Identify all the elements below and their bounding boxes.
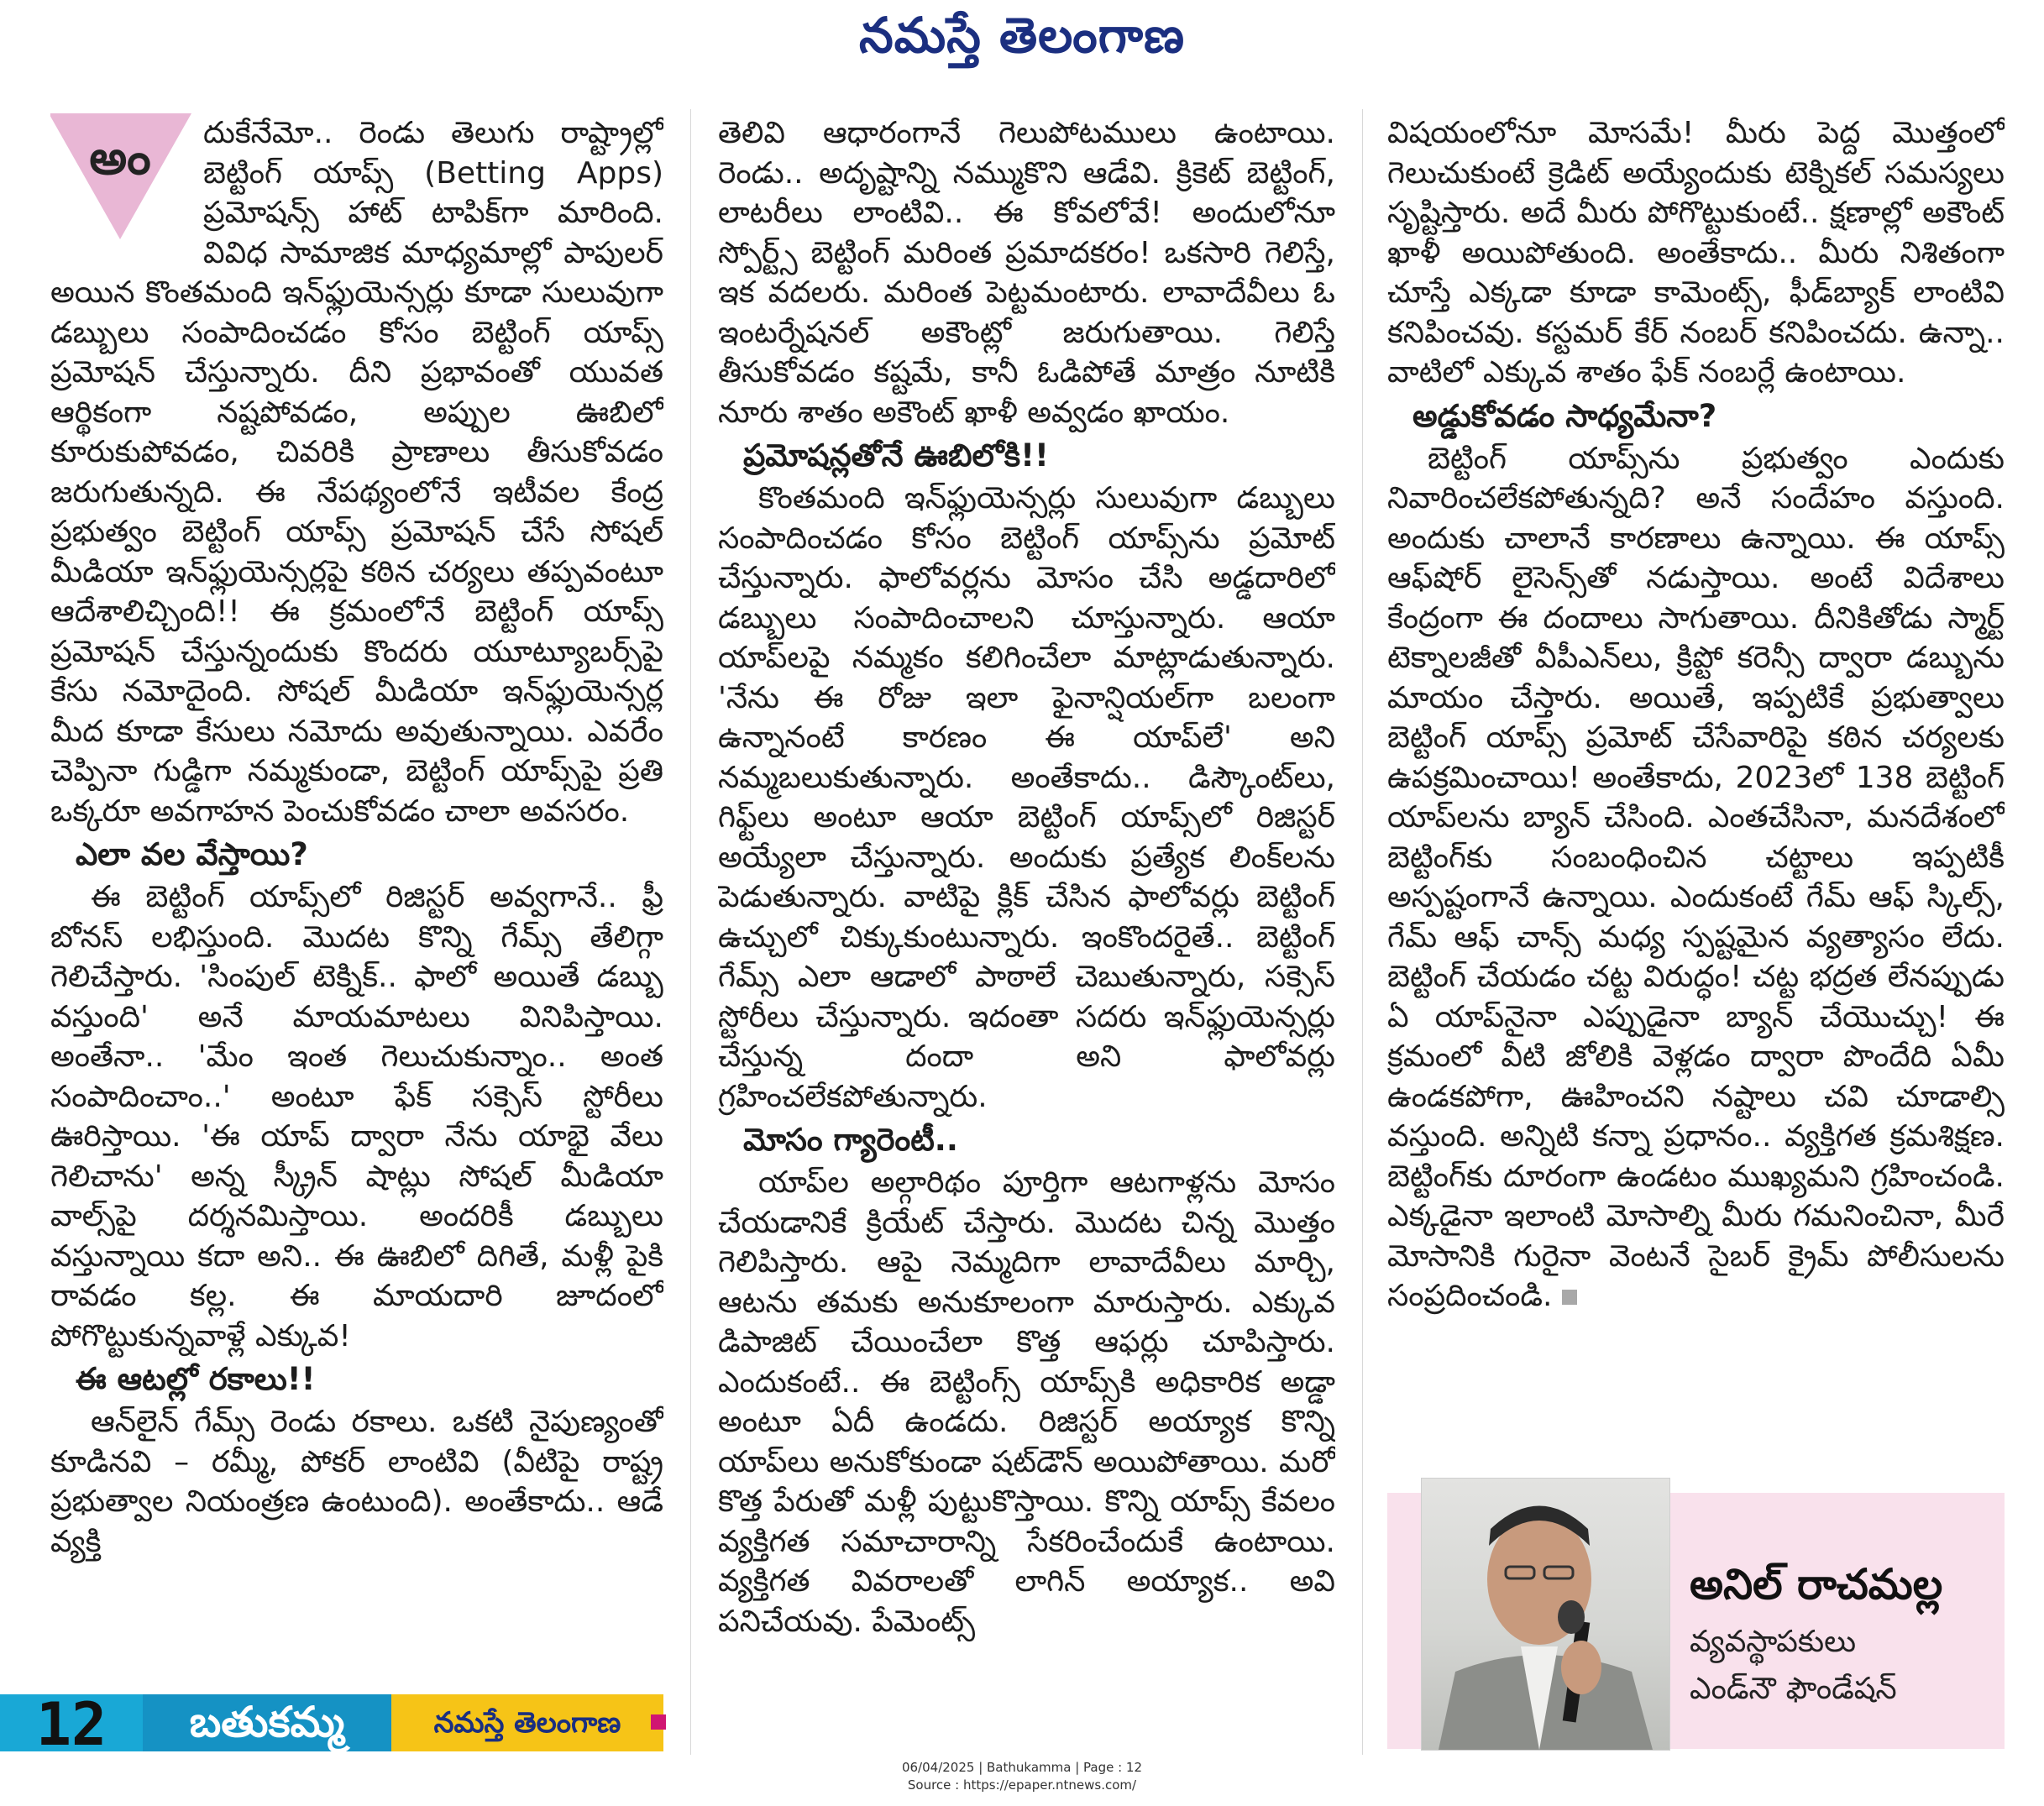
drop-cap-letter: అం — [89, 131, 151, 186]
drop-cap — [50, 113, 191, 239]
author-role — [1690, 1619, 1897, 1713]
paragraph — [1387, 439, 2005, 1317]
footer-square-icon — [651, 1714, 666, 1730]
author-organization: ఎండ్‌నౌ ఫౌండేషన్ — [1690, 1672, 1897, 1706]
subheading: ప్రమోషన్లతోనే ఊబిలోకి!! — [743, 437, 1049, 474]
author-box — [1387, 1493, 2005, 1749]
subheading: ఎలా వల వేస్తాయి? — [76, 836, 308, 872]
end-mark-icon — [1562, 1290, 1577, 1305]
paragraph: తెలివి ఆధారంగానే గెలుపోటములు ఉంటాయి. రెండు.. అదృష్టాన్ని నమ్ముకొని ఆడేవి. క్రికెట్ బెట్టింగ్, లాటరీలు లాంటివి.. ఈ కోవలోవే! అందులోనూ స్పోర్ట్స్ బెట్టింగ్ మరింత ప్రమాదకరం! ఒకసారి గెలిస్తే, ఇక వదలరు. మరింత పెట్టమంటారు. లావాదేవీలు ఓ ఇంటర్నేషనల్ అకౌంట్లో జరుగుతాయి. గెలిస్తే తీసుకోవడం కష్టమే, కానీ ఓడిపోతే మాత్రం నూటికి నూరు శాతం అకౌంట్ ఖాళీ అవ్వడం ఖాయం. — [718, 116, 1335, 430]
subheading: అడ్డుకోవడం సాధ్యమేనా? — [1412, 397, 1717, 434]
paragraph-text: బెట్టింగ్ యాప్స్‌ను ప్రభుత్వం ఎందుకు నివారించలేకపోతున్నది? అనే సందేహం వస్తుంది. అందుకు చాలానే కారణాలు ఉన్నాయి. ఈ యాప్స్ ఆఫ్‌షోర్ లైసెన్స్‌తో నడుస్తాయి. అంటే విదేశాలు కేంద్రంగా ఈ దందాలు సాగుతాయి. దీనికితోడు స్మార్ట్ టెక్నాలజీతో వీపీఎన్‌లు, క్రిప్టో కరెన్సీ ద్వారా డబ్బును మాయం చేస్తారు. అయితే, ఇప్పటికే ప్రభుత్వాలు బెట్టింగ్ యాప్స్ ప్రమోట్ చేసేవారిపై కఠిన చర్యలకు ఉపక్రమించాయి! అంతేకాదు, 2023లో 138 బెట్టింగ్ యాప్‌లను బ్యాన్ చేసింది. ఎంతచేసినా, మనదేశంలో బెట్టింగ్‌కు సంబంధించిన చట్టాలు ఇప్పటికీ అస్పష్టంగానే ఉన్నాయి. ఎందుకంటే గేమ్ ఆఫ్ స్కిల్స్, గేమ్ ఆఫ్ చాన్స్ మధ్య స్పష్టమైన వ్యత్యాసం లేదు. బెట్టింగ్ చేయడం చట్ట విరుద్ధం! చట్ట భద్రత లేనప్పుడు ఏ యాప్‌నైనా ఎప్పుడైనా బ్యాన్ చేయొచ్చు! ఈ క్రమంలో వీటి జోలికి వెళ్లడం ద్వారా పొందేది ఏమీ ఉండకపోగా, ఊహించని నష్టాలు చవి చూడాల్సి వస్తుంది. అన్నిటి కన్నా ప్రధానం.. వ్యక్తిగత క్రమశిక్షణ. బెట్టింగ్‌కు దూరంగా ఉండటం ముఖ్యమని గ్రహించండి. ఎక్కడైనా ఇలాంటి మోసాల్ని మీరు గమనించినా, మీరే మోసానికి గురైనా వెంటనే సైబర్ క్రైమ్ పోలీసులను సంప్రదించండి. — [1387, 441, 2005, 1313]
paragraph: యాప్‌ల అల్గారిథం పూర్తిగా ఆటగాళ్లను మోసం చేయడానికే క్రియేట్ చేస్తారు. మొదట చిన్న మొత్తం గెలిపిస్తారు. ఆపై నెమ్మదిగా లావాదేవీలు మార్చి, ఆటను తమకు అనుకూలంగా మారుస్తారు. ఎక్కువ డిపాజిట్ చేయించేలా కొత్త ఆఫర్లు చూపిస్తారు. ఎందుకంటే.. ఈ బెట్టింగ్స్ యాప్స్‌కి అధికారిక అడ్డా అంటూ ఏదీ ఉండదు. రిజిస్టర్ అయ్యాక కొన్ని యాప్‌లు అనుకోకుండా షట్‌డౌన్ అయిపోతాయి. మరో కొత్త పేరుతో మళ్లీ పుట్టుకొస్తాయి. కొన్ని యాప్స్ కేవలం వ్యక్తిగత సమాచారాన్ని సేకరించేందుకే ఉంటాయి. వ్యక్తిగత వివరాలతో లాగిన్ అయ్యాక.. అవి పనిచేయవు. పేమెంట్స్ — [718, 1165, 1335, 1639]
column-divider — [690, 109, 691, 1755]
paragraph: ఈ బెట్టింగ్ యాప్స్‌లో రిజిస్టర్ అవ్వగానే.. ఫ్రీ బోనస్ లభిస్తుంది. మొదట కొన్ని గేమ్స్ తేలిగ్గా గెలిచేస్తారు. 'సింపుల్ టెక్నిక్.. ఫాలో అయితే డబ్బు వస్తుంది' అనే మాయమాటలు వినిపిస్తాయి. అంతేనా.. 'మేం ఇంత గెలుచుకున్నాం.. అంత సంపాదించాం..' అంటూ ఫేక్ సక్సెస్ స్టోరీలు ఊరిస్తాయి. 'ఈ యాప్ ద్వారా నేను యాభై వేలు గెలిచాను' అన్న స్క్రీన్ షాట్లు సోషల్ మీడియా వాల్స్‌పై దర్శనమిస్తాయి. అందరికీ డబ్బులు వస్తున్నాయి కదా అని.. ఈ ఊబిలో దిగితే, మళ్లీ పైకి రావడం కల్ల. ఈ మాయదారి జూదంలో పోగొట్టుకున్నవాళ్లే ఎక్కువ! — [50, 880, 663, 1353]
lead-paragraph: దుకేనేమో.. రెండు తెలుగు రాష్ట్రాల్లో బెట్టింగ్ యాప్స్ (Betting Apps) ప్రమోషన్స్ హాట్ టాపిక్‌గా మారింది. వివిధ సామాజిక మాధ్యమాల్లో పాపులర్ అయిన కొంతమంది ఇన్‌ఫ్లుయెన్సర్లు కూడా సులువుగా డబ్బులు సంపాదించడం కోసం బెట్టింగ్ యాప్స్ ప్రమోషన్ చేస్తున్నారు. దీని ప్రభావంతో యువత ఆర్థికంగా నష్టపోవడం, అప్పుల ఊబిలో కూరుకుపోవడం, చివరికి ప్రాణాలు తీసుకోవడం జరుగుతున్నది. ఈ నేపథ్యంలోనే ఇటీవల కేంద్ర ప్రభుత్వం బెట్టింగ్ యాప్స్ ప్రమోషన్ చేసే సోషల్ మీడియా ఇన్‌ఫ్లుయెన్సర్లపై కఠిన చర్యలు తప్పవంటూ ఆదేశాలిచ్చింది!! ఈ క్రమంలోనే బెట్టింగ్ యాప్స్ ప్రమోషన్ చేస్తున్నందుకు కొందరు యూట్యూబర్స్‌పై కేసు నమోదైంది. సోషల్ మీడియా ఇన్‌ఫ్లుయెన్సర్ల మీద కూడా కేసులు నమోదు అవుతున్నాయి. ఎవరేం చెప్పినా గుడ్డిగా నమ్మకుండా, బెట్టింగ్ యాప్స్‌పై ప్రతి ఒక్కరూ అవగాహన పెంచుకోవడం చాలా అవసరం. — [50, 116, 663, 829]
paragraph: ఆన్‌లైన్ గేమ్స్ రెండు రకాలు. ఒకటి నైపుణ్యంతో కూడినవి – రమ్మీ, పోకర్ లాంటివి (వీటిపై రాష్ట్ర ప్రభుత్వాల నియంత్రణ ఉంటుంది). అంతేకాదు.. ఆడే వ్యక్తి — [50, 1405, 663, 1559]
page-footer-band — [0, 1690, 663, 1759]
section-name: బతుకమ్మ — [143, 1694, 391, 1751]
source-url[interactable]: Source : https://epaper.ntnews.com/ — [907, 1777, 1137, 1793]
subheading: మోసం గ్యారెంటీ.. — [743, 1122, 958, 1158]
article-column-3 — [1387, 113, 2005, 1474]
source-caption — [0, 1759, 2044, 1794]
paper-name: నమస్తే తెలంగాణ — [391, 1694, 663, 1751]
article-column-2 — [718, 113, 1335, 1751]
masthead-logo: నమస్తే తెలంగాణ — [859, 7, 1185, 64]
page-number: 12 — [0, 1694, 143, 1751]
subheading: ఈ ఆటల్లో రకాలు!! — [76, 1361, 316, 1397]
author-name: అనిల్ రాచమల్ల — [1690, 1560, 1943, 1609]
paragraph: కొంతమంది ఇన్‌ఫ్లుయెన్సర్లు సులువుగా డబ్బులు సంపాదించడం కోసం బెట్టింగ్ యాప్స్‌ను ప్రమోట్ చేస్తున్నారు. ఫాలోవర్లను మోసం చేసి అడ్డదారిలో డబ్బులు సంపాదించాలని చూస్తున్నారు. ఆయా యాప్‌లపై నమ్మకం కలిగించేలా మాట్లాడుతున్నారు. 'నేను ఈ రోజు ఇలా ఫైనాన్షియల్‌గా బలంగా ఉన్నానంటే కారణం ఈ యాప్‌లే' అని నమ్మబలుకుతున్నారు. అంతేకాదు.. డిస్కౌంట్‌లు, గిఫ్ట్‌లు అంటూ ఆయా బెట్టింగ్ యాప్స్‌లో రిజిస్టర్ అయ్యేలా చేస్తున్నారు. అందుకు ప్రత్యేక లింక్‌లను పెడుతున్నారు. వాటిపై క్లిక్ చేసిన ఫాలోవర్లు బెట్టింగ్ ఉచ్చులో చిక్కుకుంటున్నారు. ఇంకొందరైతే.. బెట్టింగ్ గేమ్స్ ఎలా ఆడాలో పాఠాలే చెబుతున్నారు, సక్సెస్ స్టోరీలు చేస్తున్నారు. ఇదంతా సదరు ఇన్‌ఫ్లుయెన్సర్లు చేస్తున్న దందా అని ఫాలోవర్లు గ్రహించలేకపోతున్నారు. — [718, 481, 1335, 1114]
edition-info: 06/04/2025 | Bathukamma | Page : 12 — [901, 1760, 1143, 1775]
paragraph: విషయంలోనూ మోసమే! మీరు పెద్ద మొత్తంలో గెలుచుకుంటే క్రెడిట్ అయ్యేందుకు టెక్నికల్ సమస్యలు సృష్టిస్తారు. అదే మీరు పోగొట్టుకుంటే.. క్షణాల్లో అకౌంట్ ఖాళీ అయిపోతుంది. అంతేకాదు.. మీరు నిశితంగా చూస్తే ఎక్కడా కూడా కామెంట్స్, ఫీడ్‌బ్యాక్ లాంటివి కనిపించవు. కస్టమర్ కేర్ నంబర్ కనిపించదు. ఉన్నా.. వాటిలో ఎక్కువ శాతం ఫేక్ నంబర్లే ఉంటాయి. — [1387, 116, 2005, 390]
author-title: వ్యవస్థాపకులు — [1690, 1625, 1857, 1659]
author-photo — [1421, 1478, 1670, 1751]
column-divider — [1362, 109, 1363, 1755]
person-with-microphone-icon — [1422, 1479, 1669, 1750]
article-column-1 — [50, 113, 663, 1751]
